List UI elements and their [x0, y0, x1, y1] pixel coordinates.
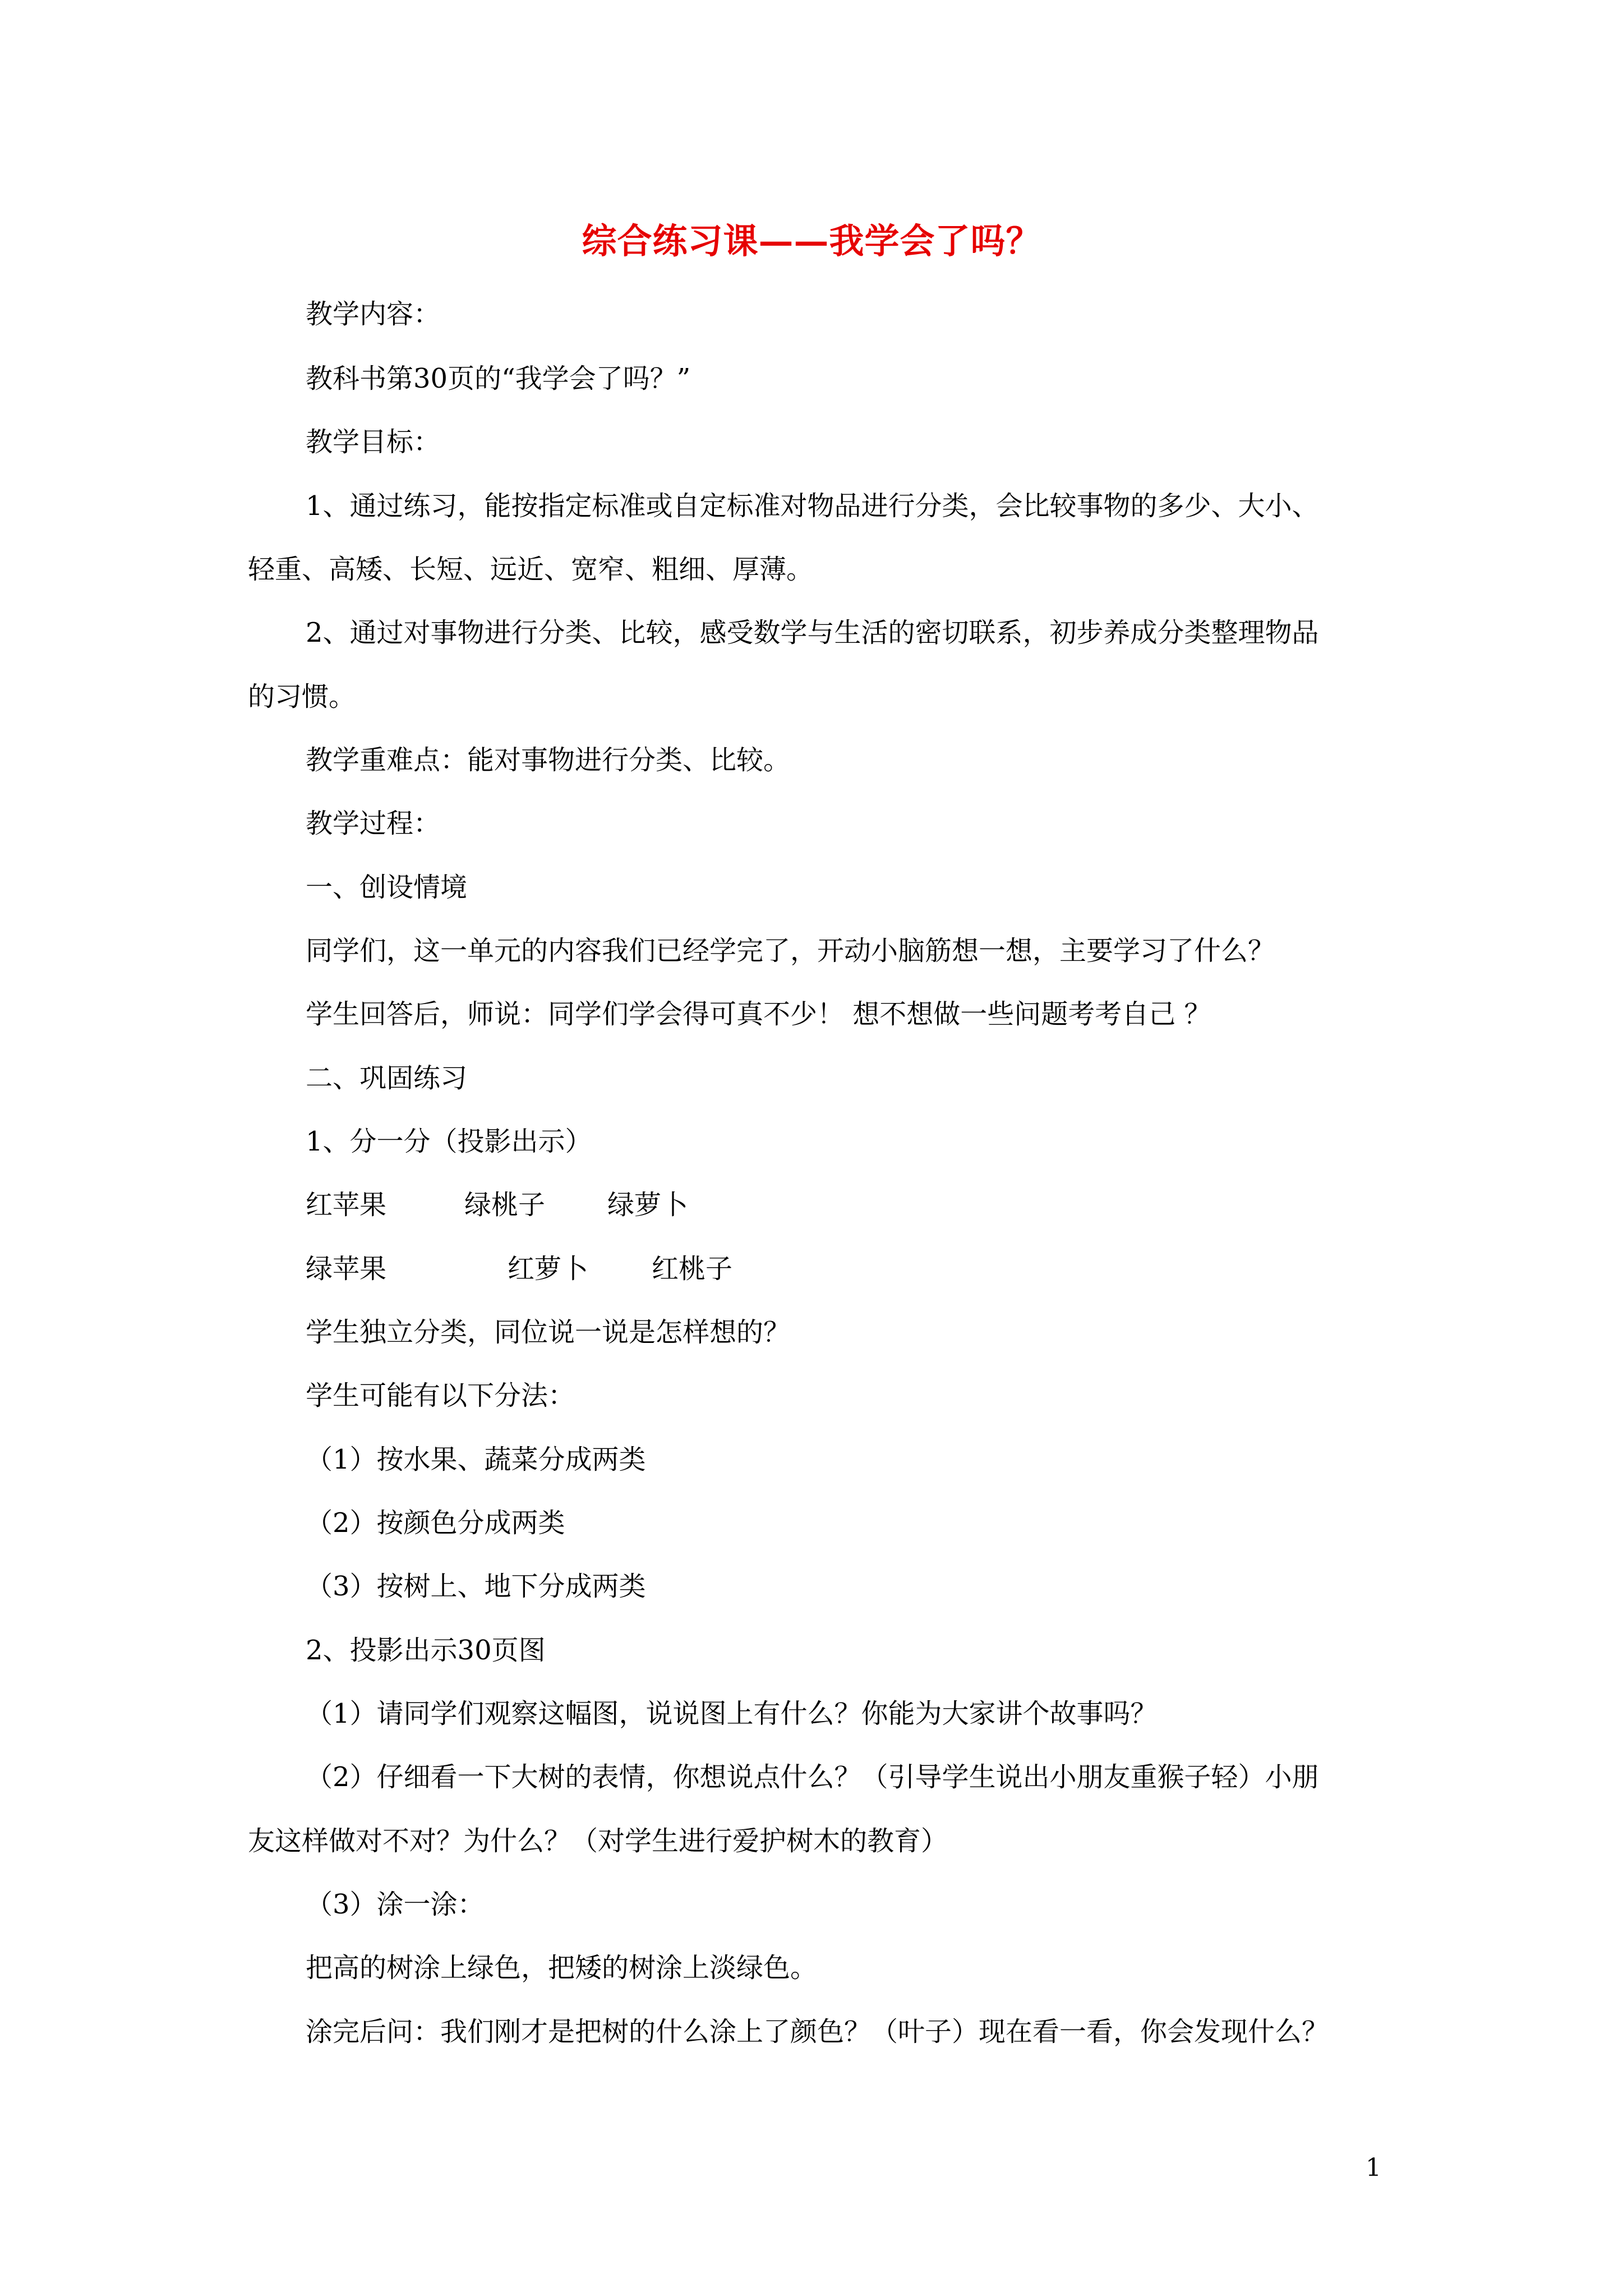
list-item: （3）涂一涂： [306, 1889, 485, 1920]
item-label: 红桃子 [652, 1253, 733, 1285]
paragraph: 把高的树涂上绿色，把矮的树涂上淡绿色。 [306, 1952, 818, 1984]
section-label-content: 教学内容： [306, 298, 441, 330]
paragraph-continuation: 友这样做对不对？为什么？（对学生进行爱护树木的教育） [248, 1825, 948, 1857]
paragraph: 涂完后问：我们刚才是把树的什么涂上了颜色？（叶子）现在看一看，你会发现什么？ [306, 2016, 1329, 2047]
paragraph: 2、通过对事物进行分类、比较，感受数学与生活的密切联系，初步养成分类整理物品 [306, 617, 1319, 648]
paragraph: 学生可能有以下分法： [306, 1380, 575, 1411]
section-heading: 一、创设情境 [306, 872, 468, 903]
item-label: 绿苹果 [306, 1253, 387, 1285]
list-item: （2）按颜色分成两类 [306, 1507, 565, 1539]
paragraph: 教学重难点：能对事物进行分类、比较。 [306, 744, 791, 776]
item-label: 绿桃子 [464, 1189, 546, 1221]
list-item: （3）按树上、地下分成两类 [306, 1571, 646, 1602]
paragraph: 学生回答后，师说：同学们学会得可真不少！ 想不想做一些问题考考自己 ？ [306, 999, 1211, 1030]
list-item: （2）仔细看一下大树的表情，你想说点什么？（引导学生说出小朋友重猴子轻）小朋 [306, 1761, 1319, 1793]
paragraph: 1、通过练习，能按指定标准或自定标准对物品进行分类，会比较事物的多少、大小、 [306, 490, 1319, 522]
page-title: 综合练习课——我学会了吗？ [582, 220, 1041, 261]
section-heading: 二、巩固练习 [306, 1062, 468, 1094]
item-label: 红苹果 [306, 1189, 387, 1221]
paragraph-continuation: 轻重、高矮、长短、远近、宽窄、粗细、厚薄。 [248, 554, 814, 585]
item-label: 绿萝卜 [607, 1189, 689, 1221]
exercise-heading: 2、投影出示30页图 [306, 1635, 546, 1666]
page-number: 1 [1366, 2154, 1381, 2182]
item-label: 红萝卜 [508, 1253, 589, 1285]
list-item: （1）按水果、蔬菜分成两类 [306, 1444, 646, 1475]
exercise-heading: 1、分一分（投影出示） [306, 1126, 592, 1157]
paragraph: 学生独立分类，同位说一说是怎样想的？ [306, 1317, 791, 1348]
list-item: （1）请同学们观察这幅图，说说图上有什么？你能为大家讲个故事吗？ [306, 1698, 1158, 1729]
paragraph-continuation: 的习惯。 [248, 681, 356, 712]
paragraph: 同学们，这一单元的内容我们已经学完了，开动小脑筋想一想，主要学习了什么？ [306, 935, 1275, 967]
paragraph: 教科书第30页的“我学会了吗？” [306, 363, 691, 394]
section-label-goals: 教学目标： [306, 426, 441, 458]
section-label-process: 教学过程： [306, 808, 441, 839]
